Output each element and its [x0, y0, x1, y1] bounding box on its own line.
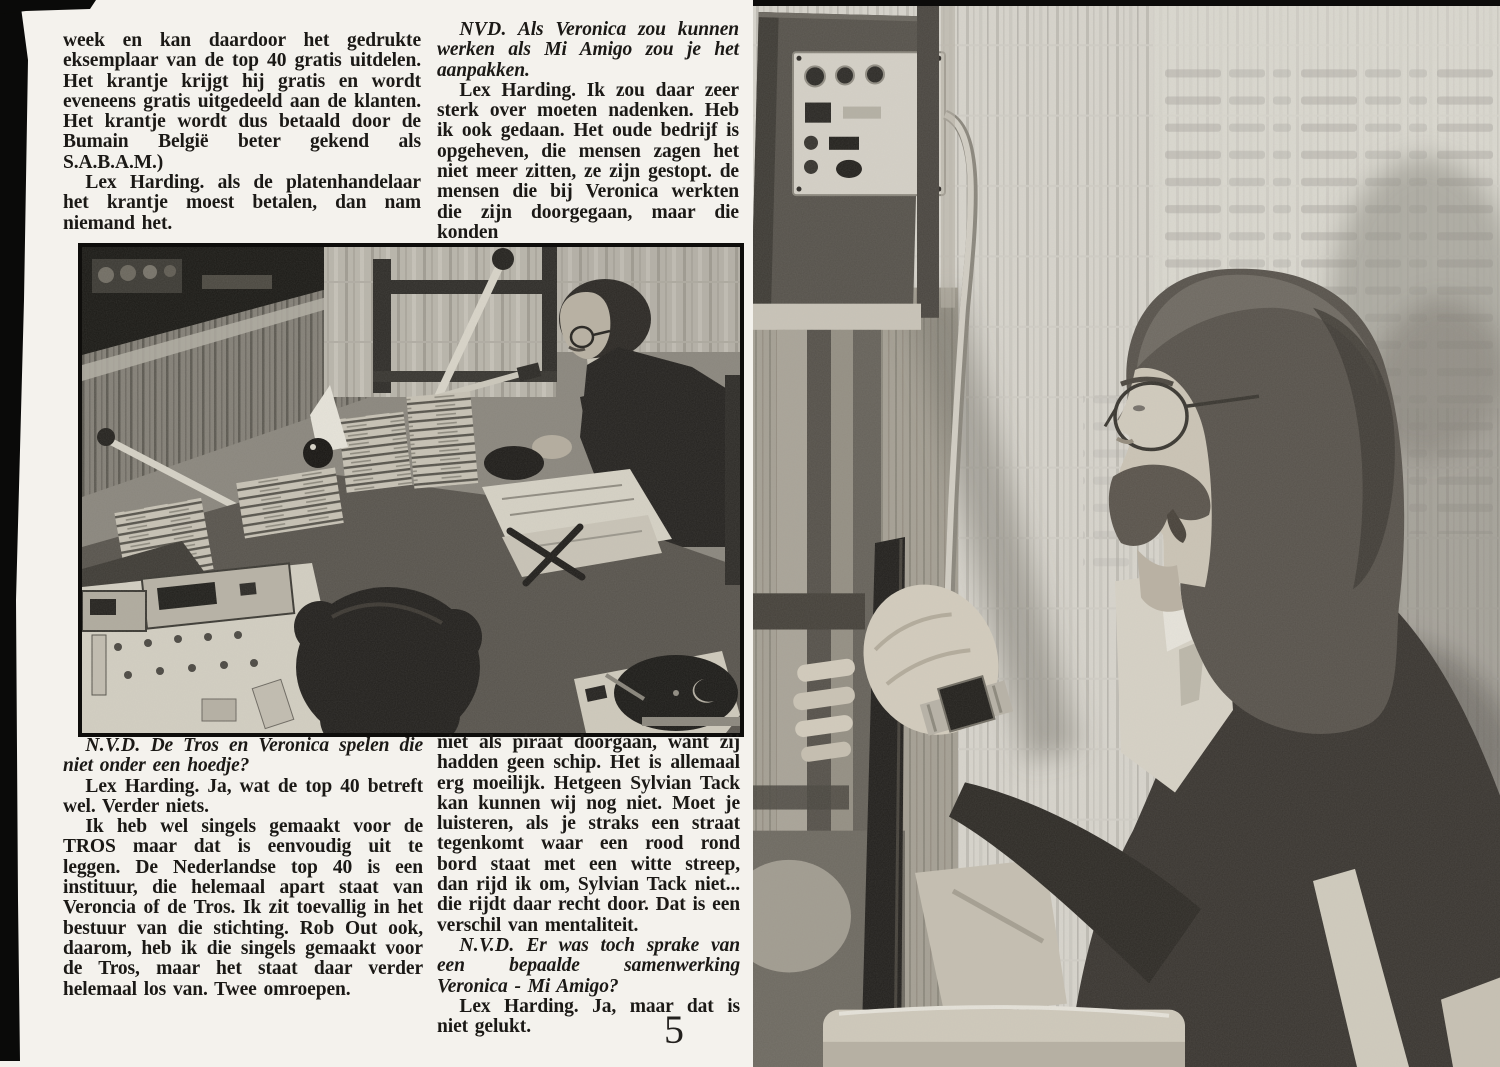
- lex-harding-portrait-photo: [753, 0, 1500, 1067]
- question-text: Als Veronica zou kunnen werken als Mi Amigo zou je het aanpakken.: [437, 19, 739, 81]
- interview-question: [63, 736, 423, 777]
- scan-edge-artifact: [0, 0, 110, 1061]
- film-grain-overlay: [82, 247, 740, 733]
- paragraph: Lex Harding. Ja, wat de top 40 betreft wel. Verder niets.: [63, 775, 423, 817]
- film-grain-overlay: [753, 6, 1500, 1067]
- paragraph: Ik heb wel singels gemaakt voor de TROS maar dat is eenvoudig uit te leggen. De Nederlandse top 40 is een instituur, die helemaal apart staat van Veroncia of de Tros. Ik zit toevallig in het bestuur van die stichting. Rob Out ook, daarom, heb ik die singels gemaakt voor de Tros, maar het staat daar verder helemaal los van. Twee omroepen.: [63, 816, 423, 1000]
- left-column-upper: [63, 31, 421, 234]
- question-text: De Tros en Veronica spelen die niet onder een hoedje?: [63, 735, 423, 777]
- page-number: 5: [664, 1007, 684, 1052]
- right-column-lower: [437, 733, 740, 1037]
- interview-question: [437, 936, 740, 997]
- paragraph: week en kan daardoor het gedrukte eksemplaar van de top 40 gratis uitdelen. Het krantje krijgt hij gratis en wordt eveneens gratis uitgedeeld aan de klanten. Het krantje wordt dus betaald door de Bumain België beter gekend als S.A.B.A.M.): [63, 30, 421, 173]
- question-lead: N.V.D.: [459, 934, 515, 956]
- right-column-upper: [437, 20, 739, 243]
- radio-studio-photo-art: [82, 247, 740, 733]
- left-column-lower: [63, 736, 423, 1000]
- interview-question: [437, 20, 739, 81]
- paragraph: Lex Harding. Ik zou daar zeer sterk over moeten nadenken. Heb ik ook gedaan. Het oude bedrijf is opgeheven, die mensen zagen het niet meer zitten, ze zijn gestopt. de mensen die bij Veronica werkten die zijn doorgegaan, maar die konden: [437, 79, 739, 243]
- portrait-photo-art: [753, 6, 1500, 1067]
- paragraph: niet als piraat doorgaan, want zij hadden geen schip. Het is allemaal erg moeilijk. Hetgeen Sylvian Tack kan kunnen wij nog niet. Moet je luisteren, als je straks een straat tegenkomt waar een rood rond bord staat met een witte streep, dan rijd ik om, Sylvian Tack niet... die rijdt daar recht door. Dat is een verschil van mentaliteit.: [437, 732, 740, 936]
- paragraph: Lex Harding. als de platenhandelaar het krantje moest betalen, dan nam niemand het.: [63, 172, 421, 234]
- paragraph: Lex Harding. Ja, maar dat is niet gelukt.: [437, 995, 740, 1038]
- question-text: Er was toch sprake van een bepaalde samenwerking Veronica - Mi Amigo?: [437, 934, 740, 997]
- radio-studio-photo: [78, 243, 744, 737]
- question-lead: N.V.D.: [85, 735, 141, 756]
- question-lead: NVD.: [459, 19, 507, 40]
